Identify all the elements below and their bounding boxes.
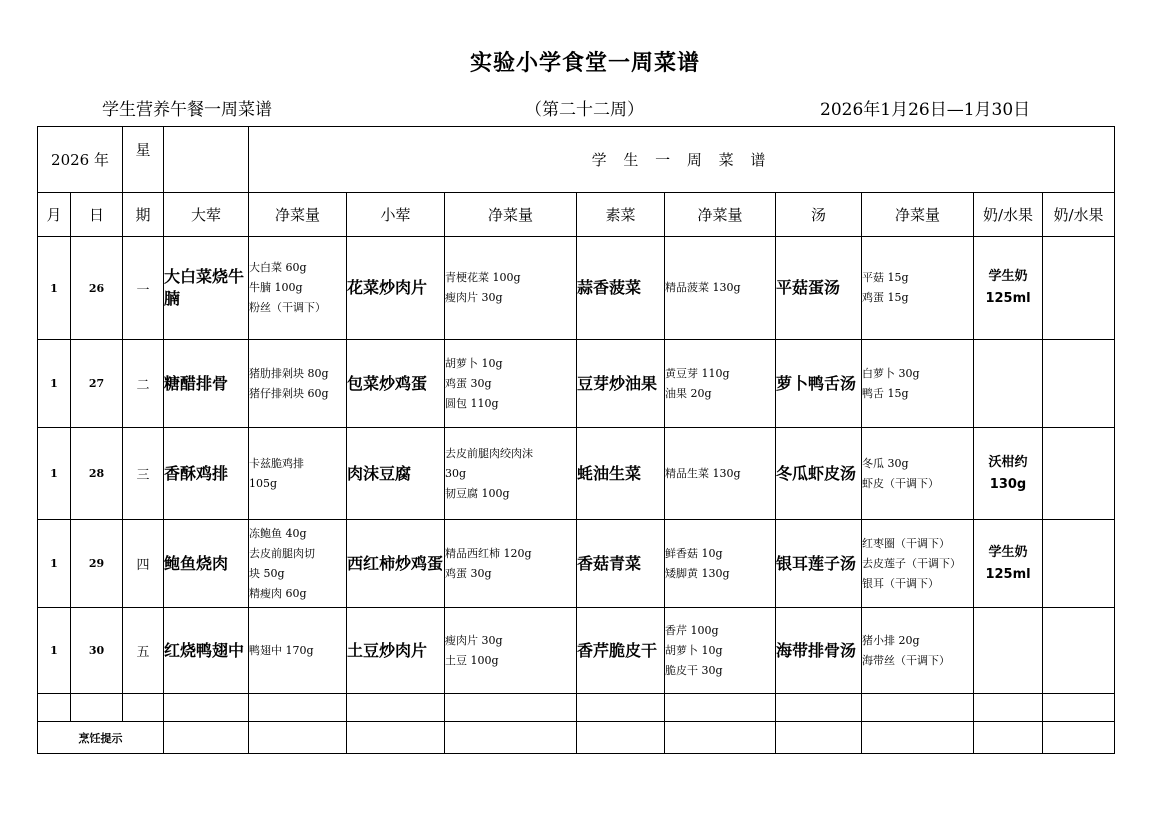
- vegetable-dish-cell: 蒜香菠菜: [577, 237, 665, 340]
- day-cell: 30: [71, 608, 123, 694]
- blank-cell: [665, 694, 776, 722]
- blank-cell: [123, 694, 164, 722]
- main-ingredients-cell: [249, 608, 347, 694]
- menu-day-row: [38, 428, 1115, 520]
- veg-ingredients-cell: [665, 520, 776, 608]
- year-header: 2026 年: [38, 127, 123, 193]
- weekday-cell: 二: [123, 340, 164, 428]
- ingredient-line: 油果 20g: [665, 386, 712, 400]
- soup-ingredients-cell: [862, 340, 974, 428]
- weekday-header-bottom: 期: [123, 193, 164, 237]
- vegetable-dish-cell: 香芹脆皮干: [577, 608, 665, 694]
- soup-net-amount-header: 净菜量: [862, 193, 974, 237]
- subtitle-lunch-menu: 学生营养午餐一周菜谱: [102, 100, 272, 120]
- soup-cell: 萝卜鸭舌汤: [776, 340, 862, 428]
- main-dish-cell: 糖醋排骨: [164, 340, 249, 428]
- ingredient-line: 卡兹脆鸡排: [249, 456, 305, 470]
- ingredient-line: 银耳（干调下）: [862, 576, 940, 590]
- cooking-tips-cell: [862, 722, 974, 754]
- side-ingredients-cell: [445, 608, 577, 694]
- cooking-tips-cell: [974, 722, 1043, 754]
- month-cell: 1: [38, 428, 71, 520]
- ingredient-line: 鸡蛋 30g: [445, 376, 492, 390]
- ingredient-line: 黄豆芽 110g: [665, 366, 730, 380]
- weekday-cell: 三: [123, 428, 164, 520]
- ingredient-line: 精瘦肉 60g: [249, 586, 307, 600]
- ingredient-line: 胡萝卜 10g: [665, 643, 723, 657]
- ingredient-line: 猪肋排剁块 80g: [249, 366, 329, 380]
- ingredient-line: 精品西红柿 120g: [445, 546, 532, 560]
- cooking-tips-cell: [249, 722, 347, 754]
- ingredient-line: 去皮莲子（干调下）: [862, 556, 962, 570]
- header-blank-cell: [164, 127, 249, 193]
- ingredient-line: 去皮前腿肉切: [249, 546, 316, 560]
- day-cell: 26: [71, 237, 123, 340]
- main-dish-cell: 大白菜烧牛腩: [164, 237, 249, 340]
- blank-cell: [249, 694, 347, 722]
- ingredient-line: 牛腩 100g: [249, 281, 303, 294]
- soup-cell: 海带排骨汤: [776, 608, 862, 694]
- soup-ingredients-cell: [862, 520, 974, 608]
- ingredient-line: 鲜香菇 10g: [665, 546, 723, 560]
- veg-ingredients-cell: [665, 237, 776, 340]
- subtitle-week-number: （第二十二周）: [525, 100, 644, 120]
- milk-fruit-cell-2: [1043, 608, 1115, 694]
- soup-header: 汤: [776, 193, 862, 237]
- blank-cell: [974, 694, 1043, 722]
- main-dish-header: 大荤: [164, 193, 249, 237]
- soup-cell: 冬瓜虾皮汤: [776, 428, 862, 520]
- soup-cell: 银耳莲子汤: [776, 520, 862, 608]
- ingredient-line: 粉丝（干调下）: [249, 301, 327, 314]
- cooking-tips-cell: [665, 722, 776, 754]
- weekday-header-top: 星: [123, 127, 164, 193]
- side-dish-cell: 肉沫豆腐: [347, 428, 445, 520]
- milk-fruit-header: 奶/水果: [974, 193, 1043, 237]
- month-header: 月: [38, 193, 71, 237]
- ingredient-line: 30g: [445, 466, 467, 480]
- milk-fruit-cell: [974, 608, 1043, 694]
- menu-day-row: [38, 608, 1115, 694]
- veg-ingredients-cell: [665, 428, 776, 520]
- blank-cell: [71, 694, 123, 722]
- blank-cell: [445, 694, 577, 722]
- day-cell: 28: [71, 428, 123, 520]
- soup-ingredients-cell: [862, 608, 974, 694]
- ingredient-line: 白萝卜 30g: [862, 366, 920, 380]
- ingredient-line: 猪仔排剁块 60g: [249, 386, 329, 400]
- milk-fruit-header-2: 奶/水果: [1043, 193, 1115, 237]
- ingredient-line: 鸡蛋 30g: [445, 566, 492, 580]
- veg-net-amount-header: 净菜量: [665, 193, 776, 237]
- ingredient-line: 红枣圈（干调下）: [862, 536, 951, 550]
- main-net-amount-header: 净菜量: [249, 193, 347, 237]
- main-dish-cell: 鲍鱼烧肉: [164, 520, 249, 608]
- milk-fruit-cell: 学生奶 125ml: [974, 237, 1043, 340]
- ingredient-line: 冻鲍鱼 40g: [249, 526, 307, 540]
- ingredient-line: 块 50g: [249, 566, 285, 580]
- blank-cell: [1043, 694, 1115, 722]
- side-ingredients-cell: [445, 340, 577, 428]
- ingredient-line: 瘦肉片 30g: [445, 291, 503, 304]
- blank-cell: [347, 694, 445, 722]
- soup-ingredients-cell: [862, 237, 974, 340]
- month-cell: 1: [38, 340, 71, 428]
- ingredient-line: 鸭翅中 170g: [249, 643, 314, 657]
- side-ingredients-cell: [445, 428, 577, 520]
- ingredient-line: 精品生菜 130g: [665, 466, 741, 480]
- side-dish-cell: 西红柿炒鸡蛋: [347, 520, 445, 608]
- ingredient-line: 猪小排 20g: [862, 633, 920, 647]
- cooking-tips-cell: [1043, 722, 1115, 754]
- weekly-menu-header: 学 生 一 周 菜 谱: [249, 127, 1115, 193]
- soup-cell: 平菇蛋汤: [776, 237, 862, 340]
- ingredient-line: 精品菠菜 130g: [665, 281, 741, 294]
- ingredient-line: 韧豆腐 100g: [445, 486, 510, 500]
- side-net-amount-header: 净菜量: [445, 193, 577, 237]
- soup-ingredients-cell: [862, 428, 974, 520]
- cooking-tips-cell: [164, 722, 249, 754]
- cooking-tips-cell: [347, 722, 445, 754]
- ingredient-line: 105g: [249, 476, 278, 490]
- header-row-columns: [38, 193, 1115, 237]
- ingredient-line: 矮脚黄 130g: [665, 566, 730, 580]
- blank-cell: [577, 694, 665, 722]
- ingredient-line: 鸭舌 15g: [862, 386, 909, 400]
- main-ingredients-cell: [249, 340, 347, 428]
- main-dish-cell: 香酥鸡排: [164, 428, 249, 520]
- ingredient-line: 青梗花菜 100g: [445, 271, 521, 284]
- side-dish-cell: 土豆炒肉片: [347, 608, 445, 694]
- month-cell: 1: [38, 520, 71, 608]
- cooking-tips-cell: [776, 722, 862, 754]
- subtitle-date-range: 2026年1月26日—1月30日: [820, 100, 1031, 120]
- weekday-cell: 四: [123, 520, 164, 608]
- milk-fruit-cell-2: [1043, 428, 1115, 520]
- ingredient-line: 平菇 15g: [862, 271, 909, 284]
- main-ingredients-cell: [249, 520, 347, 608]
- header-row-top: [38, 127, 1115, 193]
- milk-fruit-cell-2: [1043, 520, 1115, 608]
- ingredient-line: 瘦肉片 30g: [445, 633, 503, 647]
- veg-ingredients-cell: [665, 608, 776, 694]
- milk-fruit-cell: 学生奶 125ml: [974, 520, 1043, 608]
- milk-fruit-cell-2: [1043, 237, 1115, 340]
- side-dish-header: 小荤: [347, 193, 445, 237]
- day-cell: 27: [71, 340, 123, 428]
- ingredient-line: 脆皮干 30g: [665, 663, 723, 677]
- milk-fruit-cell-2: [1043, 340, 1115, 428]
- blank-cell: [38, 694, 71, 722]
- side-dish-cell: 花菜炒肉片: [347, 237, 445, 340]
- blank-cell: [776, 694, 862, 722]
- veg-ingredients-cell: [665, 340, 776, 428]
- vegetable-dish-cell: 蚝油生菜: [577, 428, 665, 520]
- day-cell: 29: [71, 520, 123, 608]
- month-cell: 1: [38, 608, 71, 694]
- month-cell: 1: [38, 237, 71, 340]
- menu-table: [37, 126, 1115, 754]
- menu-day-row: [38, 237, 1115, 340]
- vegetable-dish-cell: 香菇青菜: [577, 520, 665, 608]
- menu-day-row: [38, 520, 1115, 608]
- ingredient-line: 冬瓜 30g: [862, 456, 909, 470]
- side-ingredients-cell: [445, 237, 577, 340]
- main-ingredients-cell: [249, 428, 347, 520]
- cooking-tips-cell: [577, 722, 665, 754]
- ingredient-line: 胡萝卜 10g: [445, 356, 503, 370]
- blank-cell: [164, 694, 249, 722]
- blank-cell: [862, 694, 974, 722]
- ingredient-line: 去皮前腿肉绞肉沫: [445, 446, 534, 460]
- ingredient-line: 香芹 100g: [665, 623, 719, 637]
- menu-day-row: [38, 340, 1115, 428]
- ingredient-line: 鸡蛋 15g: [862, 291, 909, 304]
- main-ingredients-cell: [249, 237, 347, 340]
- ingredient-line: 土豆 100g: [445, 653, 499, 667]
- side-dish-cell: 包菜炒鸡蛋: [347, 340, 445, 428]
- main-dish-cell: 红烧鸭翅中: [164, 608, 249, 694]
- ingredient-line: 海带丝（干调下）: [862, 653, 951, 667]
- milk-fruit-cell: [974, 340, 1043, 428]
- weekday-cell: 一: [123, 237, 164, 340]
- day-header: 日: [71, 193, 123, 237]
- weekday-cell: 五: [123, 608, 164, 694]
- ingredient-line: 虾皮（干调下）: [862, 476, 940, 490]
- blank-row: [38, 694, 1115, 722]
- vegetable-header: 素菜: [577, 193, 665, 237]
- milk-fruit-cell: 沃柑约 130g: [974, 428, 1043, 520]
- ingredient-line: 大白菜 60g: [249, 261, 307, 274]
- page-title: 实验小学食堂一周菜谱: [469, 50, 700, 76]
- cooking-tips-label: 烹饪提示: [38, 722, 164, 754]
- cooking-tips-cell: [445, 722, 577, 754]
- ingredient-line: 圆包 110g: [445, 396, 499, 410]
- cooking-tips-row: [38, 722, 1115, 754]
- side-ingredients-cell: [445, 520, 577, 608]
- vegetable-dish-cell: 豆芽炒油果: [577, 340, 665, 428]
